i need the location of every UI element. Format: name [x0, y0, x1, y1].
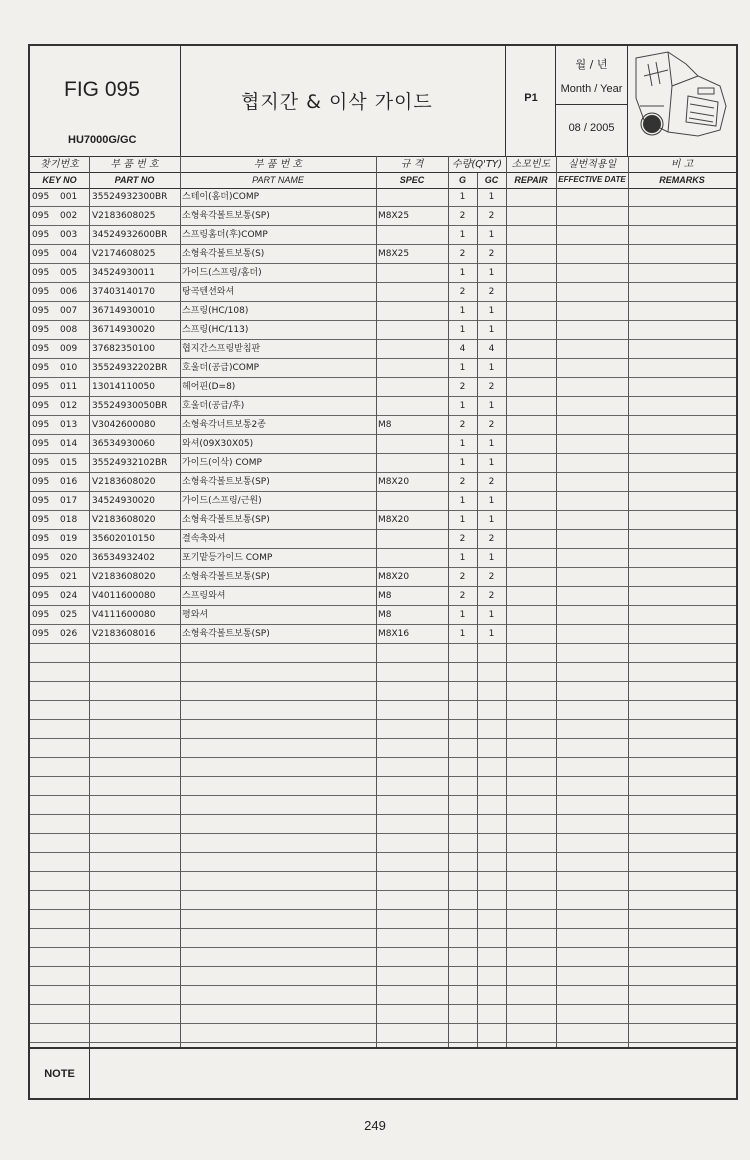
- col-part-no-en: PART NO: [114, 175, 155, 185]
- table-row: [30, 492, 736, 511]
- cell-spec: [378, 492, 448, 510]
- cell-spec: [378, 378, 448, 396]
- table-row: [30, 245, 736, 264]
- cell-part-no: 36534930060: [92, 439, 155, 449]
- cell-g: 1: [459, 268, 466, 278]
- cell-key: 004: [60, 249, 78, 259]
- cell-fig: 095: [32, 610, 50, 620]
- cell-key: 007: [60, 306, 78, 316]
- cell-gc: 1: [488, 306, 495, 316]
- cell-g: 2: [459, 382, 466, 392]
- empty-table-row: [30, 663, 736, 682]
- cell-part-no: 35524932202BR: [92, 363, 168, 373]
- cell-gc: 1: [488, 439, 495, 449]
- note-section: [30, 1047, 736, 1100]
- cell-g: 1: [459, 230, 466, 240]
- cell-key: 014: [60, 439, 78, 449]
- cell-part-no: 34524932600BR: [92, 230, 168, 240]
- cell-part-no: 13014110050: [92, 382, 155, 392]
- table-row: [30, 435, 736, 454]
- empty-table-row: [30, 758, 736, 777]
- empty-table-row: [30, 682, 736, 701]
- cell-name: 소형육각볼트보통(S): [182, 249, 265, 259]
- column-header: [30, 156, 736, 189]
- cell-name: 결속축와셔: [182, 534, 226, 544]
- cell-fig: 095: [32, 230, 50, 240]
- model-name: HU7000G/GC: [68, 134, 137, 146]
- col-qty-g: G: [458, 175, 466, 185]
- cell-part-no: V4111600080: [92, 610, 156, 620]
- cell-fig: 095: [32, 249, 50, 259]
- month-year-cell: [556, 46, 628, 156]
- cell-name: 가이드(스프링/홈더): [182, 268, 262, 278]
- cell-part-no: 34524930011: [92, 268, 155, 278]
- cell-part-no: V2183608020: [92, 515, 156, 525]
- cell-spec: M8X25: [378, 249, 410, 259]
- empty-table-row: [30, 891, 736, 910]
- cell-part-no: 35524932102BR: [92, 458, 168, 468]
- cell-fig: 095: [32, 591, 50, 601]
- col-part-no-kr: 부 품 번 호: [110, 159, 159, 170]
- note-label: NOTE: [30, 1049, 90, 1100]
- empty-table-row: [30, 815, 736, 834]
- cell-spec: [378, 340, 448, 358]
- table-row: [30, 340, 736, 359]
- cell-spec: [378, 549, 448, 567]
- cell-key: 006: [60, 287, 78, 297]
- cell-fig: 095: [32, 496, 50, 506]
- cell-spec: [378, 302, 448, 320]
- table-row: [30, 568, 736, 587]
- table-row: [30, 625, 736, 644]
- cell-fig: 095: [32, 572, 50, 582]
- cell-name: 스프링홈더(후)COMP: [182, 230, 268, 240]
- cell-gc: 1: [488, 401, 495, 411]
- cell-fig: 095: [32, 439, 50, 449]
- cell-part-no: 37682350100: [92, 344, 155, 354]
- page-number: 249: [364, 1118, 386, 1133]
- cell-spec: [378, 264, 448, 282]
- col-part-name-kr: 부 품 번 호: [253, 159, 303, 170]
- cell-key: 018: [60, 515, 78, 525]
- cell-g: 2: [459, 249, 466, 259]
- cell-gc: 2: [488, 249, 495, 259]
- cell-fig: 095: [32, 306, 50, 316]
- cell-part-no: 35524932300BR: [92, 192, 168, 202]
- cell-g: 1: [459, 363, 466, 373]
- cell-part-no: 34524930020: [92, 496, 155, 506]
- cell-spec: [378, 435, 448, 453]
- cell-key: 009: [60, 344, 78, 354]
- page-code: P1: [524, 92, 538, 104]
- cell-name: 호울더(공급)COMP: [182, 363, 260, 373]
- cell-g: 1: [459, 325, 466, 335]
- cell-gc: 1: [488, 515, 495, 525]
- cell-name: 스프링(HC/108): [182, 306, 249, 316]
- cell-key: 010: [60, 363, 78, 373]
- cell-spec: M8X25: [378, 211, 410, 221]
- cell-fig: 095: [32, 363, 50, 373]
- cell-name: 평와셔: [182, 610, 209, 620]
- cell-name: 협지간스프링받침판: [182, 344, 261, 354]
- cell-fig: 095: [32, 553, 50, 563]
- cell-key: 012: [60, 401, 78, 411]
- cell-spec: M8X16: [378, 629, 410, 639]
- page-code-cell: [506, 46, 556, 156]
- empty-table-row: [30, 644, 736, 663]
- cell-name: 소형육각너트보통2종: [182, 420, 266, 430]
- table-row: [30, 188, 736, 207]
- cell-g: 1: [459, 553, 466, 563]
- col-repair-en: REPAIR: [514, 175, 548, 185]
- sheet-title: 협지간 & 이삭 가이드: [241, 91, 433, 113]
- table-row: [30, 302, 736, 321]
- cell-g: 2: [459, 420, 466, 430]
- col-key-no-en: KEY NO: [42, 175, 77, 185]
- cell-g: 1: [459, 610, 466, 620]
- cell-name: 가이드(이삭) COMP: [182, 458, 262, 468]
- cell-part-no: V2183608020: [92, 477, 156, 487]
- cell-key: 026: [60, 629, 78, 639]
- issue-date: 08 / 2005: [568, 122, 615, 134]
- cell-fig: 095: [32, 477, 50, 487]
- cell-g: 1: [459, 439, 466, 449]
- col-effective-en: EFFECTIVE DATE: [558, 175, 626, 184]
- cell-fig: 095: [32, 458, 50, 468]
- title-cell: [181, 46, 506, 156]
- col-qty-kr: 수량(Q'TY): [452, 159, 502, 170]
- cell-gc: 2: [488, 382, 495, 392]
- cell-g: 1: [459, 629, 466, 639]
- cell-gc: 1: [488, 325, 495, 335]
- cell-key: 013: [60, 420, 78, 430]
- month-year-en: Month / Year: [560, 83, 623, 95]
- cell-gc: 1: [488, 553, 495, 563]
- cell-part-no: V2183608016: [92, 629, 156, 639]
- cell-spec: M8X20: [378, 477, 410, 487]
- cell-gc: 2: [488, 477, 495, 487]
- figure-cell: [30, 46, 181, 156]
- cell-key: 008: [60, 325, 78, 335]
- empty-table-row: [30, 872, 736, 891]
- cell-fig: 095: [32, 420, 50, 430]
- cell-spec: [378, 359, 448, 377]
- cell-name: 소형육각볼트보통(SP): [182, 515, 270, 525]
- cell-name: 탕곡텐션와셔: [182, 287, 235, 297]
- cell-fig: 095: [32, 192, 50, 202]
- table-row: [30, 587, 736, 606]
- cell-name: 헤어핀(D=8): [182, 382, 236, 392]
- cell-gc: 1: [488, 192, 495, 202]
- cell-gc: 2: [488, 211, 495, 221]
- cell-name: 호울더(공급/후): [182, 401, 245, 411]
- cell-part-no: V2183608025: [92, 211, 156, 221]
- col-effective-kr: 실번적용일: [567, 159, 617, 170]
- cell-gc: 2: [488, 420, 495, 430]
- cell-g: 1: [459, 496, 466, 506]
- cell-spec: [378, 397, 448, 415]
- cell-key: 002: [60, 211, 78, 221]
- empty-table-row: [30, 910, 736, 929]
- col-remarks-kr: 비 고: [670, 159, 694, 170]
- cell-g: 2: [459, 477, 466, 487]
- cell-name: 스프링(HC/113): [182, 325, 249, 335]
- combine-harvester-icon: [628, 46, 732, 152]
- table-row: [30, 321, 736, 340]
- cell-key: 024: [60, 591, 78, 601]
- cell-g: 2: [459, 591, 466, 601]
- cell-g: 1: [459, 306, 466, 316]
- cell-gc: 1: [488, 496, 495, 506]
- table-row: [30, 378, 736, 397]
- cell-part-no: 36534932402: [92, 553, 155, 563]
- empty-table-row: [30, 1005, 736, 1024]
- cell-spec: [378, 188, 448, 206]
- table-row: [30, 359, 736, 378]
- cell-g: 1: [459, 515, 466, 525]
- cell-part-no: V2183608020: [92, 572, 156, 582]
- cell-key: 015: [60, 458, 78, 468]
- cell-spec: [378, 530, 448, 548]
- cell-name: 스테이(홈더)COMP: [182, 192, 260, 202]
- cell-g: 1: [459, 192, 466, 202]
- table-row: [30, 226, 736, 245]
- cell-spec: M8: [378, 420, 392, 430]
- cell-part-no: 35602010150: [92, 534, 155, 544]
- cell-name: 스프링와셔: [182, 591, 226, 601]
- col-spec-en: SPEC: [399, 175, 425, 185]
- cell-key: 017: [60, 496, 78, 506]
- cell-name: 소형육각볼트보통(SP): [182, 629, 270, 639]
- cell-gc: 4: [488, 344, 495, 354]
- cell-name: 소형육각볼트보통(SP): [182, 211, 270, 221]
- cell-key: 011: [60, 382, 78, 392]
- cell-g: 2: [459, 287, 466, 297]
- sheet-header: [30, 46, 736, 157]
- table-row: [30, 549, 736, 568]
- empty-table-row: [30, 948, 736, 967]
- col-remarks-en: REMARKS: [659, 175, 705, 185]
- cell-part-no: 37403140170: [92, 287, 155, 297]
- machine-thumbnail: [628, 46, 736, 156]
- cell-gc: 2: [488, 591, 495, 601]
- cell-part-no: V4011600080: [92, 591, 156, 601]
- col-spec-kr: 규 격: [400, 159, 424, 170]
- cell-spec: M8: [378, 591, 392, 601]
- table-row: [30, 530, 736, 549]
- cell-key: 001: [60, 192, 78, 202]
- cell-key: 020: [60, 553, 78, 563]
- cell-fig: 095: [32, 534, 50, 544]
- parts-list-sheet: [28, 44, 738, 1100]
- cell-fig: 095: [32, 211, 50, 221]
- cell-gc: 1: [488, 610, 495, 620]
- table-row: [30, 606, 736, 625]
- cell-gc: 1: [488, 268, 495, 278]
- figure-title: FIG 095: [64, 78, 140, 101]
- cell-spec: M8X20: [378, 572, 410, 582]
- cell-gc: 1: [488, 629, 495, 639]
- table-row: [30, 473, 736, 492]
- empty-table-row: [30, 1024, 736, 1043]
- cell-key: 005: [60, 268, 78, 278]
- cell-key: 003: [60, 230, 78, 240]
- table-row: [30, 416, 736, 435]
- cell-fig: 095: [32, 268, 50, 278]
- cell-g: 1: [459, 401, 466, 411]
- cell-gc: 2: [488, 572, 495, 582]
- cell-gc: 1: [488, 363, 495, 373]
- empty-table-row: [30, 853, 736, 872]
- cell-name: 소형육각볼트보통(SP): [182, 477, 270, 487]
- cell-part-no: V2174608025: [92, 249, 156, 259]
- cell-fig: 095: [32, 325, 50, 335]
- cell-spec: [378, 283, 448, 301]
- cell-fig: 095: [32, 515, 50, 525]
- empty-table-row: [30, 967, 736, 986]
- cell-part-no: V3042600080: [92, 420, 156, 430]
- table-row: [30, 264, 736, 283]
- empty-table-row: [30, 796, 736, 815]
- cell-fig: 095: [32, 382, 50, 392]
- col-key-no-kr: 찾기번호: [40, 159, 79, 170]
- empty-table-row: [30, 834, 736, 853]
- cell-gc: 2: [488, 534, 495, 544]
- cell-spec: [378, 226, 448, 244]
- cell-g: 1: [459, 458, 466, 468]
- col-repair-kr: 소모빈도: [511, 159, 551, 170]
- cell-g: 2: [459, 211, 466, 221]
- month-year-kr: 월 / 년: [575, 58, 608, 71]
- col-part-name-en: PART NAME: [252, 175, 304, 185]
- cell-g: 2: [459, 572, 466, 582]
- cell-gc: 1: [488, 458, 495, 468]
- empty-table-row: [30, 986, 736, 1005]
- cell-gc: 2: [488, 287, 495, 297]
- empty-table-row: [30, 929, 736, 948]
- cell-name: 와셔(09X30X05): [182, 439, 254, 449]
- cell-part-no: 35524930050BR: [92, 401, 168, 411]
- cell-key: 025: [60, 610, 78, 620]
- cell-part-no: 36714930010: [92, 306, 155, 316]
- table-row: [30, 511, 736, 530]
- cell-part-no: 36714930020: [92, 325, 155, 335]
- empty-table-row: [30, 777, 736, 796]
- cell-spec: M8X20: [378, 515, 410, 525]
- table-row: [30, 454, 736, 473]
- empty-table-row: [30, 720, 736, 739]
- table-row: [30, 207, 736, 226]
- empty-table-row: [30, 739, 736, 758]
- cell-key: 021: [60, 572, 78, 582]
- cell-spec: [378, 321, 448, 339]
- cell-key: 019: [60, 534, 78, 544]
- empty-table-row: [30, 701, 736, 720]
- cell-fig: 095: [32, 401, 50, 411]
- cell-spec: M8: [378, 610, 392, 620]
- cell-key: 016: [60, 477, 78, 487]
- cell-fig: 095: [32, 344, 50, 354]
- cell-name: 가이드(스프링/근원): [182, 496, 262, 506]
- cell-name: 포기맡등가이드 COMP: [182, 553, 273, 563]
- cell-g: 4: [459, 344, 466, 354]
- cell-spec: [378, 454, 448, 472]
- col-qty-gc: GC: [484, 175, 499, 185]
- cell-g: 2: [459, 534, 466, 544]
- table-row: [30, 397, 736, 416]
- cell-fig: 095: [32, 629, 50, 639]
- table-row: [30, 283, 736, 302]
- cell-name: 소형육각볼트보통(SP): [182, 572, 270, 582]
- cell-fig: 095: [32, 287, 50, 297]
- cell-gc: 1: [488, 230, 495, 240]
